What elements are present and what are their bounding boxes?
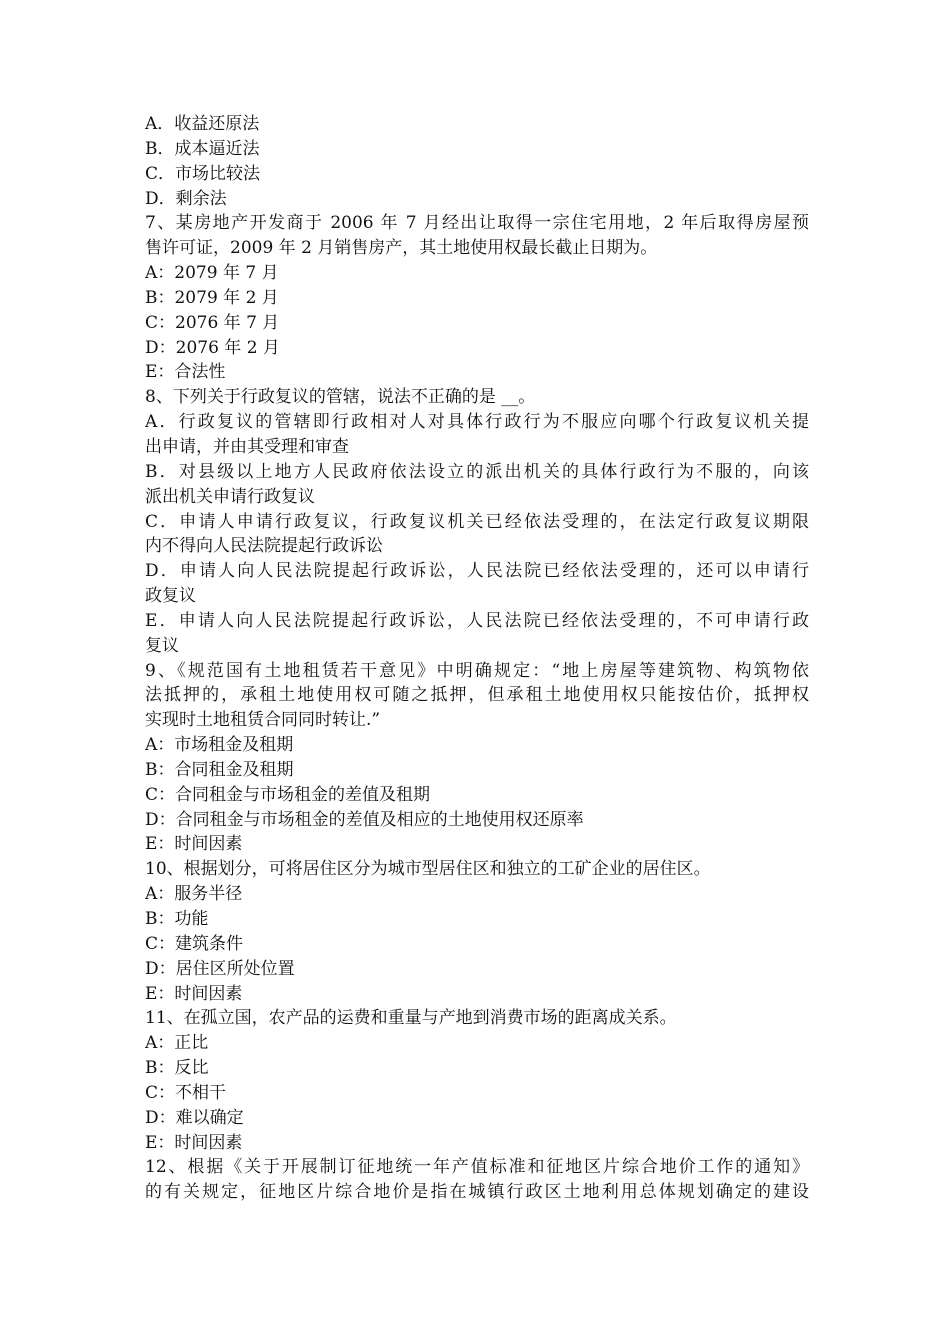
question-12-line-1: 12、根据《关于开展制订征地统一年产值标准和征地区片综合地价工作的通知》 [145,1157,809,1178]
question-10: 10、根据划分，可将居住区分为城市型居住区和独立的工矿企业的居住区。 [145,859,711,880]
option-q7-e: E：合法性 [145,362,226,383]
option-q10-d: D：居住区所处位置 [145,958,295,979]
option-q8-e-line-2: 复议 [145,635,179,656]
option-q8-d-line-1: D．申请人向人民法院提起行政诉讼，人民法院已经依法受理的，还可以申请行 [145,561,809,582]
option-q8-e-line-1: E．申请人向人民法院提起行政诉讼，人民法院已经依法受理的，不可申请行政 [145,610,809,631]
question-7-line-2: 售许可证，2009 年 2 月销售房产，其土地使用权最长截止日期为。 [145,238,658,259]
option-q9-a: A：市场租金及租期 [145,735,294,756]
question-9-line-3: 实现时土地租赁合同同时转让.” [145,710,381,731]
option-q7-c: C：2076 年 7 月 [145,312,280,333]
option-q11-b: B：反比 [145,1058,209,1079]
option-q8-c-line-1: C．申请人申请行政复议，行政复议机关已经依法受理的，在法定行政复议期限 [145,511,809,532]
option-q10-e: E：时间因素 [145,983,243,1004]
option-q8-a-line-2: 出申请，并由其受理和审查 [145,436,349,457]
option-q11-d: D：难以确定 [145,1107,244,1128]
option-q7-b: B：2079 年 2 月 [145,287,279,308]
option-q7-d: D：2076 年 2 月 [145,337,280,358]
question-9-line-2: 法抵押的，承租土地使用权可随之抵押，但承租土地使用权只能按估价，抵押权 [145,685,809,706]
option-q9-e: E：时间因素 [145,834,243,855]
option-7c: C．市场比较法 [145,163,261,184]
question-7-line-1: 7、某房地产开发商于 2006 年 7 月经出让取得一宗住宅用地，2 年后取得房屋预 [145,213,809,234]
question-8: 8、下列关于行政复议的管辖，说法不正确的是 __。 [145,387,536,408]
option-q8-b-line-1: B．对县级以上地方人民政府依法设立的派出机关的具体行政行为不服的，向该 [145,461,809,482]
question-11: 11、在孤立国，农产品的运费和重量与产地到消费市场的距离成关系。 [145,1008,677,1029]
option-q9-b: B：合同租金及租期 [145,759,294,780]
option-q10-b: B：功能 [145,909,209,929]
option-q10-a: A：服务半径 [145,884,243,905]
option-q8-a-line-1: A．行政复议的管辖即行政相对人对具体行政行为不服应向哪个行政复议机关提 [145,412,809,433]
option-q9-d: D：合同租金与市场租金的差值及相应的土地使用权还原率 [145,809,584,830]
option-7d: D．剩余法 [145,188,227,209]
option-q9-c: C：合同租金与市场租金的差值及租期 [145,784,431,805]
document-page [145,112,809,1205]
question-9-line-1: 9、《规范国有土地租赁若干意见》中明确规定：“地上房屋等建筑物、构筑物依 [145,660,809,681]
option-q11-a: A：正比 [145,1033,209,1054]
option-7a: A．收益还原法 [145,114,260,134]
option-7b: B．成本逼近法 [145,138,260,159]
option-q11-c: C：不相干 [145,1082,227,1103]
option-q10-c: C：建筑条件 [145,933,244,954]
option-q11-e: E：时间因素 [145,1132,243,1153]
option-q8-d-line-2: 政复议 [145,586,196,607]
option-q8-c-line-2: 内不得向人民法院提起行政诉讼 [145,536,383,557]
option-q8-b-line-2: 派出机关申请行政复议 [145,486,315,507]
option-q7-a: A：2079 年 7 月 [145,263,279,284]
question-12-line-2: 的有关规定，征地区片综合地价是指在城镇行政区土地利用总体规划确定的建设 [145,1182,809,1203]
